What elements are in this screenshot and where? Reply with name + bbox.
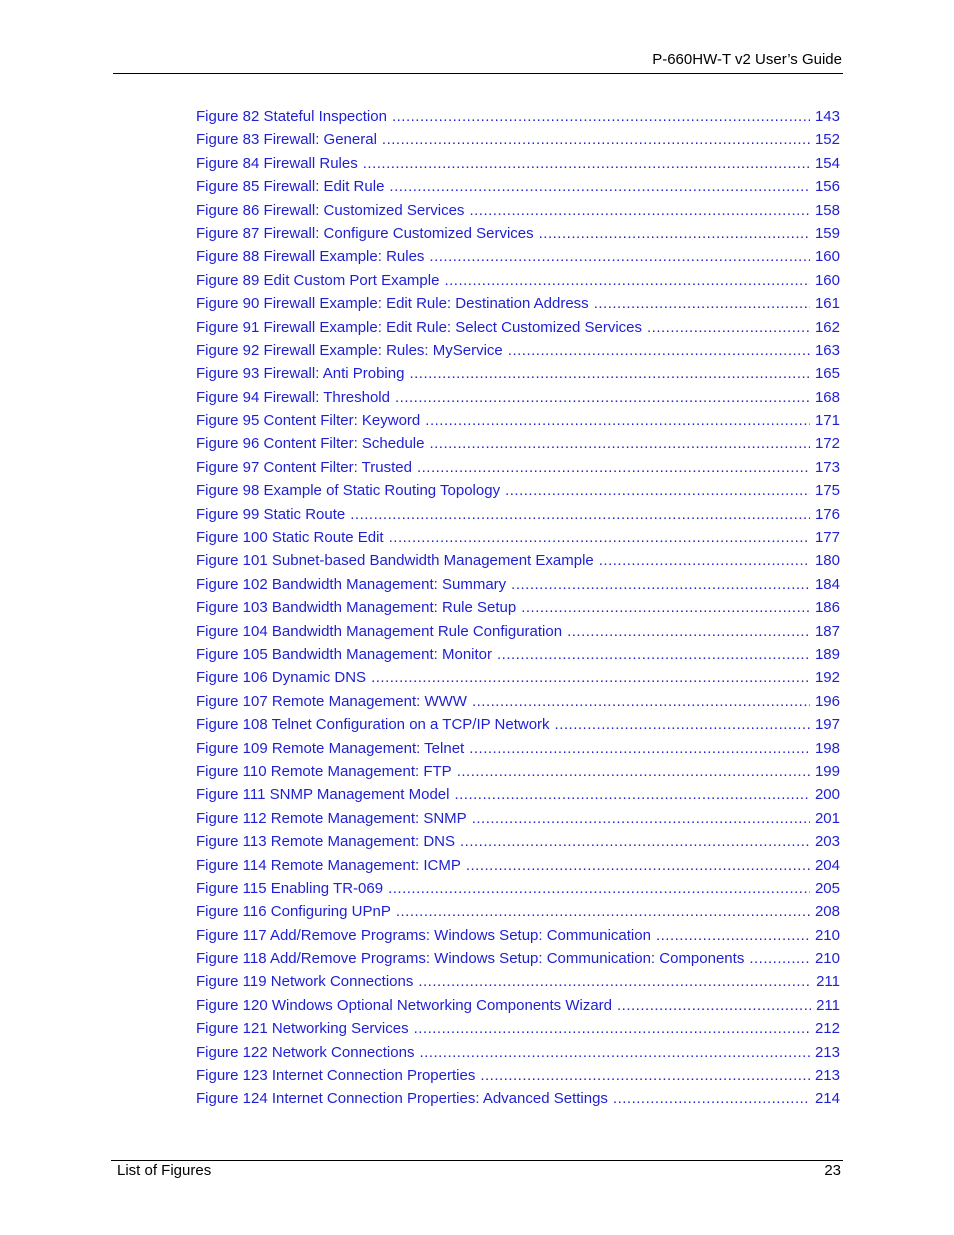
figure-page-number: 214: [814, 1090, 840, 1108]
figure-title: Figure 97 Content Filter: Trusted: [196, 458, 412, 476]
dot-leader: [466, 854, 810, 877]
figure-page-number: 160: [814, 248, 840, 266]
figure-title: Figure 96 Content Filter: Schedule: [196, 435, 425, 453]
figure-page-number: 213: [814, 1067, 840, 1085]
list-of-figures: [196, 105, 840, 1111]
figure-title: Figure 112 Remote Management: SNMP: [196, 809, 467, 827]
figure-title: Figure 98 Example of Static Routing Topology: [196, 482, 501, 500]
toc-entry-link[interactable]: [196, 362, 840, 385]
figure-page-number: 187: [814, 622, 840, 640]
figure-page-number: 160: [814, 271, 840, 289]
figure-page-number: 172: [814, 435, 840, 453]
figure-page-number: 213: [814, 1043, 840, 1061]
header-divider: [113, 73, 843, 74]
figure-title: Figure 118 Add/Remove Programs: Windows Setup: Communication: Components: [196, 950, 745, 968]
dot-leader: [469, 199, 810, 222]
figure-page-number: 201: [814, 809, 840, 827]
figure-title: Figure 99 Static Route: [196, 505, 346, 523]
figure-page-number: 165: [814, 365, 840, 383]
figure-page-number: 175: [814, 482, 840, 500]
figure-page-number: 158: [814, 201, 840, 219]
toc-entry-link[interactable]: [196, 807, 840, 830]
dot-leader: [454, 783, 810, 806]
dot-leader: [429, 245, 810, 268]
figure-title: Figure 115 Enabling TR-069: [196, 879, 384, 897]
dot-leader: [414, 1017, 810, 1040]
toc-entry-link[interactable]: [196, 666, 840, 689]
toc-entry-link[interactable]: [196, 994, 840, 1017]
figure-title: Figure 85 Firewall: Edit Rule: [196, 178, 385, 196]
dot-leader: [350, 503, 810, 526]
toc-entry-link[interactable]: [196, 409, 840, 432]
dot-leader: [617, 994, 811, 1017]
figure-page-number: 192: [814, 669, 840, 687]
toc-entry-link[interactable]: [196, 854, 840, 877]
footer-section-title: List of Figures: [117, 1162, 212, 1179]
toc-entry-link[interactable]: [196, 292, 840, 315]
toc-entry-link[interactable]: [196, 386, 840, 409]
toc-entry-link[interactable]: [196, 503, 840, 526]
dot-leader: [389, 175, 810, 198]
figure-title: Figure 107 Remote Management: WWW: [196, 692, 467, 710]
figure-page-number: 210: [814, 950, 840, 968]
toc-entry-link[interactable]: [196, 339, 840, 362]
dot-leader: [425, 409, 810, 432]
dot-leader: [395, 386, 810, 409]
toc-entry-link[interactable]: [196, 690, 840, 713]
toc-entry-link[interactable]: [196, 456, 840, 479]
toc-entry-link[interactable]: [196, 269, 840, 292]
figure-title: Figure 92 Firewall Example: Rules: MyService: [196, 341, 503, 359]
figure-page-number: 212: [814, 1020, 840, 1038]
figure-title: Figure 104 Bandwidth Management Rule Configuration: [196, 622, 563, 640]
dot-leader: [444, 269, 810, 292]
dot-leader: [371, 666, 810, 689]
figure-title: Figure 116 Configuring UPnP: [196, 903, 391, 921]
figure-page-number: 184: [814, 575, 840, 593]
toc-entry-link[interactable]: [196, 947, 840, 970]
toc-entry-link[interactable]: [196, 620, 840, 643]
footer-page-number: 23: [824, 1162, 841, 1179]
page-header-title: P-660HW-T v2 User’s Guide: [652, 51, 842, 68]
toc-entry-link[interactable]: [196, 105, 840, 128]
figure-page-number: 173: [814, 458, 840, 476]
figure-page-number: 154: [814, 154, 840, 172]
toc-entry-link[interactable]: [196, 175, 840, 198]
figure-page-number: 198: [814, 739, 840, 757]
dot-leader: [417, 456, 810, 479]
figure-title: Figure 90 Firewall Example: Edit Rule: Destination Address: [196, 295, 589, 313]
figure-page-number: 210: [814, 926, 840, 944]
figure-title: Figure 86 Firewall: Customized Services: [196, 201, 465, 219]
figure-page-number: 162: [814, 318, 840, 336]
dot-leader: [505, 479, 810, 502]
figure-page-number: 186: [814, 599, 840, 617]
figure-title: Figure 103 Bandwidth Management: Rule Setup: [196, 599, 517, 617]
figure-title: Figure 93 Firewall: Anti Probing: [196, 365, 405, 383]
figure-title: Figure 123 Internet Connection Properties: [196, 1067, 476, 1085]
dot-leader: [567, 620, 810, 643]
figure-title: Figure 109 Remote Management: Telnet: [196, 739, 465, 757]
dot-leader: [396, 900, 810, 923]
figure-page-number: 204: [814, 856, 840, 874]
figure-title: Figure 113 Remote Management: DNS: [196, 833, 456, 851]
figure-title: Figure 108 Telnet Configuration on a TCP/IP Network: [196, 716, 550, 734]
toc-entry-link[interactable]: [196, 924, 840, 947]
figure-page-number: 200: [814, 786, 840, 804]
figure-page-number: 189: [814, 645, 840, 663]
figure-page-number: 171: [814, 412, 840, 430]
toc-entry-link[interactable]: [196, 222, 840, 245]
toc-entry-link[interactable]: [196, 1064, 840, 1087]
toc-entry-link[interactable]: [196, 316, 840, 339]
figure-title: Figure 94 Firewall: Threshold: [196, 388, 390, 406]
dot-leader: [521, 596, 810, 619]
figure-title: Figure 114 Remote Management: ICMP: [196, 856, 461, 874]
dot-leader: [511, 573, 810, 596]
figure-page-number: 168: [814, 388, 840, 406]
figure-title: Figure 119 Network Connections: [196, 973, 414, 991]
dot-leader: [599, 549, 810, 572]
dot-leader: [749, 947, 810, 970]
figure-title: Figure 87 Firewall: Configure Customized Services: [196, 224, 534, 242]
figure-title: Figure 95 Content Filter: Keyword: [196, 412, 421, 430]
figure-page-number: 156: [814, 178, 840, 196]
dot-leader: [419, 1041, 810, 1064]
figure-title: Figure 83 Firewall: General: [196, 131, 377, 149]
figure-page-number: 143: [814, 108, 840, 125]
figure-title: Figure 100 Static Route Edit: [196, 529, 384, 547]
figure-page-number: 159: [814, 224, 840, 242]
dot-leader: [497, 643, 810, 666]
toc-entry-link[interactable]: [196, 737, 840, 760]
dot-leader: [539, 222, 810, 245]
figure-page-number: 163: [814, 341, 840, 359]
toc-entry-link[interactable]: [196, 970, 840, 993]
toc-entry-link[interactable]: [196, 573, 840, 596]
toc-entry-link[interactable]: [196, 152, 840, 175]
dot-leader: [429, 432, 810, 455]
footer-divider: [111, 1160, 843, 1161]
figure-page-number: 161: [814, 295, 840, 313]
dot-leader: [508, 339, 810, 362]
dot-leader: [418, 970, 811, 993]
dot-leader: [409, 362, 810, 385]
figure-page-number: 196: [814, 692, 840, 710]
toc-entry-link[interactable]: [196, 432, 840, 455]
figure-title: Figure 121 Networking Services: [196, 1020, 409, 1038]
dot-leader: [388, 877, 810, 900]
dot-leader: [480, 1064, 810, 1087]
figure-page-number: 205: [814, 879, 840, 897]
toc-entry-link[interactable]: [196, 596, 840, 619]
toc-entry-link[interactable]: [196, 1041, 840, 1064]
dot-leader: [613, 1087, 810, 1110]
figure-title: Figure 110 Remote Management: FTP: [196, 762, 452, 780]
figure-title: Figure 88 Firewall Example: Rules: [196, 248, 425, 266]
dot-leader: [392, 105, 810, 128]
dot-leader: [469, 737, 810, 760]
figure-page-number: 199: [814, 762, 840, 780]
toc-entry-link[interactable]: [196, 1087, 840, 1110]
figure-title: Figure 91 Firewall Example: Edit Rule: Select Customized Services: [196, 318, 643, 336]
toc-entry-link[interactable]: [196, 900, 840, 923]
dot-leader: [472, 690, 810, 713]
figure-page-number: 152: [814, 131, 840, 149]
figure-title: Figure 102 Bandwidth Management: Summary: [196, 575, 507, 593]
dot-leader: [647, 316, 810, 339]
toc-entry-link[interactable]: [196, 479, 840, 502]
toc-entry-link[interactable]: [196, 549, 840, 572]
figure-title: Figure 84 Firewall Rules: [196, 154, 358, 172]
figure-page-number: 203: [814, 833, 840, 851]
figure-title: Figure 82 Stateful Inspection: [196, 108, 387, 125]
figure-title: Figure 106 Dynamic DNS: [196, 669, 367, 687]
toc-entry-link[interactable]: [196, 713, 840, 736]
toc-entry-link[interactable]: [196, 199, 840, 222]
toc-entry-link[interactable]: [196, 1017, 840, 1040]
figure-title: Figure 101 Subnet-based Bandwidth Management Example: [196, 552, 594, 570]
figure-page-number: 211: [816, 973, 840, 991]
figure-page-number: 208: [814, 903, 840, 921]
dot-leader: [555, 713, 810, 736]
toc-entry-link[interactable]: [196, 877, 840, 900]
toc-entry-link[interactable]: [196, 128, 840, 151]
dot-leader: [457, 760, 810, 783]
toc-entry-link[interactable]: [196, 526, 840, 549]
dot-leader: [389, 526, 810, 549]
dot-leader: [460, 830, 810, 853]
dot-leader: [363, 152, 810, 175]
figure-page-number: 177: [814, 529, 840, 547]
dot-leader: [472, 807, 810, 830]
toc-entry-link[interactable]: [196, 830, 840, 853]
figure-title: Figure 89 Edit Custom Port Example: [196, 271, 440, 289]
figure-title: Figure 120 Windows Optional Networking Components Wizard: [196, 996, 613, 1014]
figure-page-number: 180: [814, 552, 840, 570]
figure-title: Figure 124 Internet Connection Properties: Advanced Settings: [196, 1090, 608, 1108]
dot-leader: [382, 128, 810, 151]
figure-title: Figure 111 SNMP Management Model: [196, 786, 450, 804]
figure-title: Figure 117 Add/Remove Programs: Windows Setup: Communication: [196, 926, 651, 944]
figure-title: Figure 105 Bandwidth Management: Monitor: [196, 645, 493, 663]
toc-entry-link[interactable]: [196, 760, 840, 783]
figure-page-number: 211: [816, 996, 840, 1014]
figure-page-number: 197: [814, 716, 840, 734]
toc-entry-link[interactable]: [196, 643, 840, 666]
dot-leader: [656, 924, 810, 947]
figure-title: Figure 122 Network Connections: [196, 1043, 415, 1061]
toc-entry-link[interactable]: [196, 245, 840, 268]
dot-leader: [594, 292, 810, 315]
toc-entry-link[interactable]: [196, 783, 840, 806]
figure-page-number: 176: [814, 505, 840, 523]
